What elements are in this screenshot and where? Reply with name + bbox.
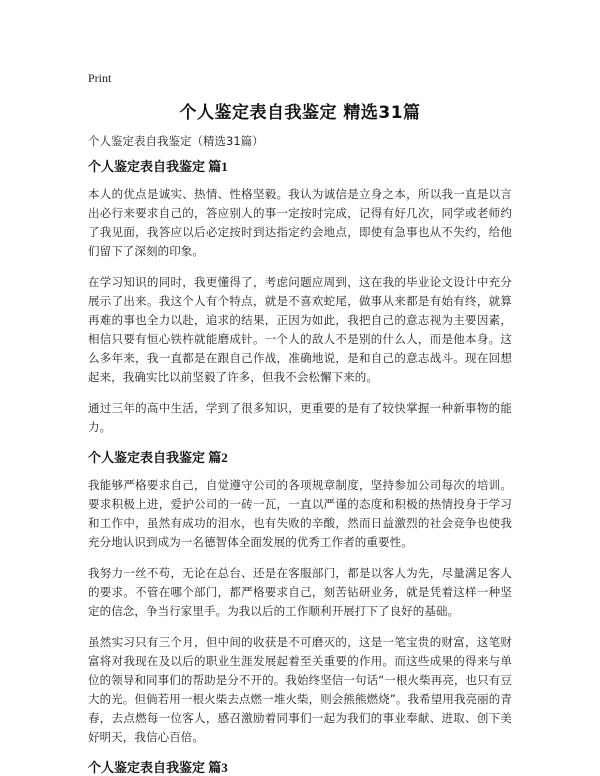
paragraph: 通过三年的高中生活，学到了很多知识，更重要的是有了较快掌握一种新事物的能力。 (88, 401, 512, 434)
section-1 (88, 158, 512, 437)
paragraph: 我努力一丝不苟，无论在总台、还是在客服部门，都是以客人为先，尽量满足客人的要求。不管在哪个部门，都严格要求自己，刻苦钻研业务，就是凭着这样一种坚定的信念，争当行家里手。为我以后的工作顺利开展打下了良好的基础。 (88, 566, 512, 618)
print-label[interactable]: Print (88, 71, 112, 85)
paragraph: 本人的优点是诚实、热情、性格坚毅。我认为诚信是立身之本，所以我一直是以言出必行来要求自己的，答应别人的事一定按时完成，记得有好几次，同学或老师约了我见面，我答应以后必定按时到达指定约会地点，即使有急事也从不失约，给他们留下了深刻的印象。 (88, 187, 512, 258)
document-title: 个人鉴定表自我鉴定 精选31篇 (179, 103, 421, 123)
document-body (88, 158, 512, 776)
paragraph: 我能够严格要求自己，自觉遵守公司的各项规章制度，坚持参加公司每次的培训。要求积极上进，爱护公司的一砖一瓦，一直以严谨的态度和积极的热情投身于学习和工作中，虽然有成功的泪水，也有失败的辛酸，然而日益激烈的社会竞争也使我充分地认识到成为一名德智体全面发展的优秀工作者的重要性。 (88, 478, 512, 549)
section-heading: 个人鉴定表自我鉴定 篇3 (88, 760, 228, 775)
section-heading: 个人鉴定表自我鉴定 篇1 (88, 159, 228, 174)
section-heading: 个人鉴定表自我鉴定 篇2 (88, 450, 228, 465)
section-2 (88, 449, 512, 747)
paragraph: 虽然实习只有三个月，但中间的收获是不可磨灭的，这是一笔宝贵的财富，这笔财富将对我现在及以后的职业生涯发展起着至关重要的作用。而这些成果的得来与单位的领导和同事们的帮助是分不开的。我始终坚信一句话“一根火柴再亮，也只有豆大的光。但倘若用一根火柴去点燃一堆火柴，则会熊熊燃烧”。我希望用我亮丽的青春，去点燃每一位客人，感召激励着同事们一起为我们的事业奉献、进取、创下美好明天，我信心百倍。 (88, 635, 512, 744)
paragraph: 在学习知识的同时，我更懂得了，考虑问题应周到，这在我的毕业论文设计中充分展示了出来。我这个人有个特点，就是不喜欢蛇尾，做事从来都是有始有终，就算再难的事也全力以赴，追求的结果，正因为如此，我把自己的意志视为主要因素，相信只要有恒心铁杵就能磨成针。一个人的敌人不是别的什么人，而是他本身。这么多年来，我一直都是在跟自己作战，准确地说，是和自己的意志战斗。现在回想起来，我确实比以前坚毅了许多，但我不会松懈下来的。 (88, 275, 512, 384)
section-3 (88, 759, 512, 776)
document-subtitle: 个人鉴定表自我鉴定（精选31篇） (88, 134, 264, 148)
